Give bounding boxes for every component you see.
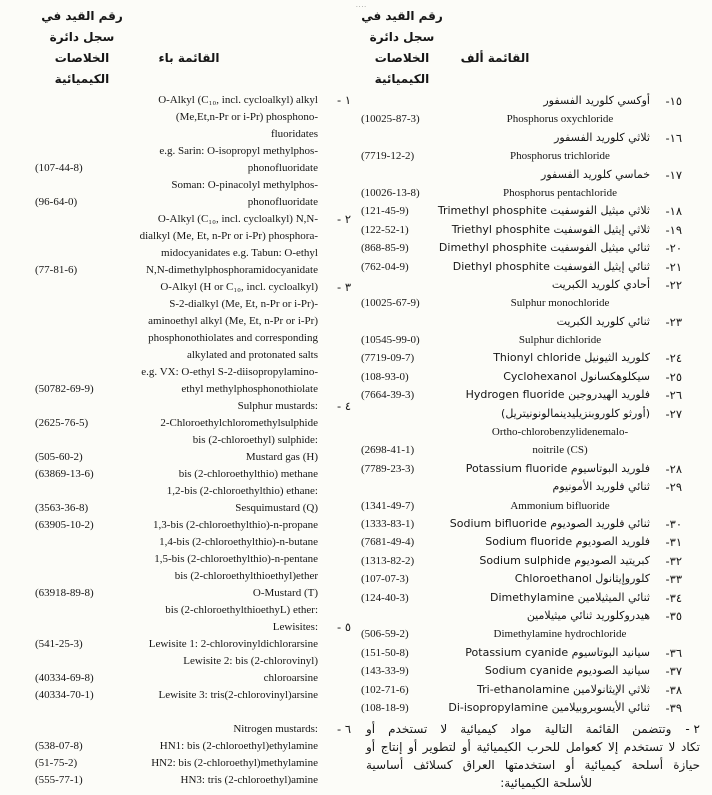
item-number: ١٥- (665, 94, 682, 108)
item-number: ٢٨- (665, 461, 682, 476)
chemical-name: 2-Chloroethylchloromethylsulphide (160, 417, 318, 429)
item-number: ٣٤- (665, 590, 682, 605)
cas-number: (77-81-6) (35, 264, 78, 276)
list-a-row (356, 497, 712, 515)
item-number: ٢٤- (665, 351, 682, 366)
chemical-name: O-Mustard (T) (252, 587, 318, 599)
chemical-name: phonofluoridate (247, 162, 318, 174)
chemical-name: (أورثو كلوروبنزيليدينمالونونيتريل) (501, 406, 650, 420)
chemical-name: bis (2-chloroethylthio) methane (178, 468, 318, 480)
list-b-item (0, 92, 356, 211)
chemical-name: bis (2-chloroethylthioethyL) ether: (165, 604, 318, 616)
list-b-line (0, 432, 356, 449)
chemical-name: alkylated and protonated salts (186, 349, 318, 361)
list-b-line (0, 619, 356, 636)
chemical-name: N,N-dimethylphosphoramidocyanidate (146, 264, 318, 276)
chemical-name: aminoethyl alkyl (Me, Et, n-Pr or i-Pr) (148, 315, 318, 327)
chemical-name: noitrile (CS) (532, 444, 588, 457)
item-number: ٢٣- (665, 314, 682, 329)
chemical-name: midocyanidates e.g. Tabun: O-ethyl (161, 247, 318, 259)
list-b-line (0, 415, 356, 432)
cas-number: (10545-99-0) (361, 334, 420, 347)
chemical-name: Sulphur mustards: (237, 400, 318, 412)
chemical-name: ثنائي ميثيل الفوسفيت Dimethyl phosphite (438, 241, 650, 255)
cas-number: (108-18-9) (361, 701, 409, 714)
item-number: ٣٨- (665, 682, 682, 697)
cas-number: (3563-36-8) (35, 502, 89, 514)
list-a-row (356, 166, 712, 184)
item-number: - ٢ (337, 212, 351, 226)
cas-number: (762-04-9) (361, 260, 409, 273)
cas-registry-header-list-b (36, 6, 128, 90)
list-a-row (356, 258, 712, 276)
list-a-row (356, 515, 712, 533)
chemical-name: هيدروكلوريد ثنائي ميثيلامين (526, 608, 650, 622)
chemical-name: ethyl methylphosphonothiolate (181, 383, 318, 395)
list-a-row (356, 221, 712, 239)
chemical-name: S-2-dialkyl (Me, Et, n-Pr or i-Pr)- (169, 298, 318, 310)
chemical-name: bis (2-chloroethylthioethyl)ether (174, 570, 318, 582)
list-b-line (0, 126, 356, 143)
list-a-row (356, 368, 712, 386)
chemical-name: (Me,Et,n-Pr or i-Pr) phosphono- (175, 111, 318, 123)
list-b-line (0, 500, 356, 517)
chemical-name: fluoridates (270, 128, 318, 140)
item-number: ٣٧- (665, 664, 682, 679)
list-a-row (356, 607, 712, 625)
list-b-line (0, 398, 356, 415)
cas-number: (107-07-3) (361, 573, 409, 586)
list-b-line (0, 772, 356, 789)
chemical-name: ثلاثي كلوريد الفسفور (554, 130, 650, 144)
cas-header-line-3: الكيميائية (54, 72, 110, 86)
chemical-name: Ammonium bifluoride (510, 499, 610, 512)
chemical-name: ثنائي الأيسوبروبيلامين Di-isopropylamine (448, 700, 650, 714)
chemical-name: O-Alkyl (C₁₀, incl. cycloalkyl) N,N- (157, 213, 318, 225)
list-b-line (0, 109, 356, 126)
column-list-a (356, 0, 712, 795)
list-a-row (356, 552, 712, 570)
list-b-line (0, 449, 356, 466)
list-a-row (356, 589, 712, 607)
list-b-line (0, 755, 356, 772)
list-a-row (356, 294, 712, 312)
list-b-line (0, 670, 356, 687)
paragraph-text: وتتضمن القائمة التالية مواد كيميائية لا تستخدم أو (366, 722, 672, 737)
item-number: ٢٩- (665, 480, 682, 495)
list-a-row (356, 202, 712, 220)
chemical-name: e.g. Sarin: O-isopropyl methylphos- (159, 145, 318, 157)
cas-number: (63918-89-8) (35, 587, 94, 599)
cas-header-line-1: رقم القيد في (41, 9, 123, 23)
cas-number: (506-59-2) (361, 628, 409, 641)
cas-number: (1313-82-2) (361, 554, 415, 567)
chemical-name: 1,4-bis (2-chloroethylthio)-n-butane (159, 536, 318, 548)
item-number: - ١ (337, 93, 351, 107)
chemical-name: ثنائي فلوريد الصوديوم Sodium bifluoride (449, 516, 650, 530)
list-b-line (0, 551, 356, 568)
cas-number: (1341-49-7) (361, 499, 415, 512)
cas-number: (2698-41-1) (361, 444, 415, 457)
list-a-row (356, 423, 712, 441)
chemical-name: e.g. VX: O-ethyl S-2-diisopropylamino- (141, 366, 318, 378)
cas-number: (40334-70-1) (35, 689, 94, 701)
list-b-item (0, 721, 356, 789)
item-number: ٣٠- (665, 516, 682, 531)
paragraph-line: للأسلحة الكيميائية: (500, 776, 592, 791)
list-a-row (356, 460, 712, 478)
chemical-name: كلوريد الثيونيل Thionyl chloride (493, 351, 650, 365)
paragraph-number: ٢ - (685, 722, 700, 737)
list-b-line (0, 194, 356, 211)
cas-number: (143-33-9) (361, 665, 409, 678)
list-b-line (0, 160, 356, 177)
paragraph-line: تكاد لا تستخدم إلا كعوامل للحرب الكيميائية أو لتطوير أو إنتاج أو (366, 740, 700, 755)
cas-number: (151-50-8) (361, 646, 409, 659)
list-b-line (0, 347, 356, 364)
chemical-name: سيانيد البوتاسيوم Potassium cyanide (465, 645, 650, 659)
chemical-name: ثلاثي الإيثانولامين Tri-ethanolamine (477, 682, 650, 696)
cas-number: (50782-69-9) (35, 383, 94, 395)
chemical-name: كبريتيد الصوديوم Sodium sulphide (479, 553, 650, 567)
item-number: - ٥ (337, 620, 351, 634)
item-number: ٢٧- (665, 406, 682, 421)
paragraph-line: حيازة أسلحة كيميائية أو استخدمتها العراق كسلائف أساسية (366, 758, 700, 773)
chemical-name: Mustard gas (H) (245, 451, 318, 463)
list-b-line (0, 296, 356, 313)
cas-header-line-1: رقم القيد في (361, 9, 443, 23)
cas-number: (40334-69-8) (35, 672, 94, 684)
cas-header-line-2: سجل دائرة الخلاصات (369, 30, 435, 65)
cas-number: (96-64-0) (35, 196, 78, 208)
chemical-name: فلوريد الصوديوم Sodium fluoride (485, 535, 650, 549)
list-a-title: القائمة ألف (460, 51, 530, 65)
cas-number: (124-40-3) (361, 591, 409, 604)
paragraph-line (366, 720, 700, 738)
chemical-name: bis (2-chloroethyl) sulphide: (192, 434, 318, 446)
chemical-name: phosphonothiolates and corresponding (148, 332, 318, 344)
list-b-line (0, 228, 356, 245)
chemical-name: ثلاثي ميثيل الفوسفيت Trimethyl phosphite (437, 204, 650, 218)
item-number: ٣٦- (665, 645, 682, 660)
list-b-line (0, 466, 356, 483)
cas-number: (555-77-1) (35, 774, 83, 786)
cas-registry-header-list-a (356, 6, 448, 90)
cas-number: (121-45-9) (361, 205, 409, 218)
list-b-line (0, 721, 356, 738)
item-number: ٣٣- (665, 572, 682, 587)
cas-number: (868-85-9) (361, 242, 409, 255)
list-a-row (356, 313, 712, 331)
cas-number: (122-52-1) (361, 223, 409, 236)
cas-number: (7719-09-7) (361, 352, 415, 365)
cas-number: (7719-12-2) (361, 150, 415, 163)
cas-number: (10025-87-3) (361, 113, 420, 126)
item-number: ٣٩- (665, 700, 682, 715)
item-number: ١٦- (665, 130, 682, 145)
chemical-name: فلوريد الهيدروجين Hydrogen fluoride (465, 388, 650, 402)
chemical-name: O-Alkyl (C₁₀, incl. cycloalkyl) alkyl (158, 94, 318, 106)
chemical-name: Ortho-chlorobenzylidenemalo- (491, 426, 629, 439)
list-a-row (356, 386, 712, 404)
list-a-row (356, 478, 712, 496)
chemical-name: HN3: tris (2-chloroethyl)amine (180, 774, 318, 786)
list-b-line (0, 279, 356, 296)
list-b-line (0, 534, 356, 551)
chemical-name: كلوروإيثانول Chloroethanol (514, 572, 650, 586)
list-a-row (356, 699, 712, 717)
item-number: ٣٢- (665, 553, 682, 568)
list-a-row (356, 570, 712, 588)
list-b-line (0, 143, 356, 160)
cas-header-line-2: سجل دائرة الخلاصات (49, 30, 115, 65)
chemical-name: ثلاثي إيثيل الفوسفيت Triethyl phosphite (451, 222, 650, 236)
chemical-name: Sesquimustard (Q) (235, 502, 318, 514)
cas-header-line-3: الكيميائية (374, 72, 430, 86)
cas-number: (7664-39-3) (361, 389, 415, 402)
chemical-name: Lewisites: (272, 621, 318, 633)
item-number: ٢٦- (665, 388, 682, 403)
chemical-name: Dimethylamine hydrochloride (493, 628, 627, 641)
cas-number: (538-07-8) (35, 740, 83, 752)
list-b-item (0, 619, 356, 704)
list-a-row (356, 239, 712, 257)
list-b-line (0, 687, 356, 704)
list-a-row (356, 129, 712, 147)
list-b-line (0, 92, 356, 109)
item-number: ١٨- (665, 204, 682, 219)
list-a-row (356, 644, 712, 662)
chemical-name: HN2: bis (2-chloroethyl)methylamine (151, 757, 318, 769)
chemical-name: Soman: O-pinacolyl methylphos- (171, 179, 318, 191)
chemical-name: 1,5-bis (2-chloroethylthio)-n-pentane (154, 553, 318, 565)
chemical-name: ثنائي إيثيل الفوسفيت Diethyl phosphite (452, 259, 650, 273)
list-a-row (356, 441, 712, 459)
list-b-line (0, 177, 356, 194)
chemical-name: phonofluoridate (247, 196, 318, 208)
item-number: ٢١- (665, 259, 682, 274)
item-number: ٣١- (665, 535, 682, 550)
chemical-name: ثنائي كلوريد الكبريت (556, 314, 650, 328)
list-a-row (356, 681, 712, 699)
cas-number: (102-71-6) (361, 683, 409, 696)
chemical-name: Phosphorus trichloride (510, 150, 610, 163)
list-b-line (0, 245, 356, 262)
chemical-name: ثنائي الميثيلامين Dimethylamine (490, 590, 650, 604)
list-a-row (356, 110, 712, 128)
cas-number: (505-60-2) (35, 451, 83, 463)
item-number: - ٤ (337, 399, 351, 413)
cas-number: (63869-13-6) (35, 468, 94, 480)
chemical-name: سيانيد الصوديوم Sodium cyanide (484, 664, 650, 678)
list-a-row (356, 276, 712, 294)
cas-number: (2625-76-5) (35, 417, 89, 429)
chemical-name: Nitrogen mustards: (233, 723, 318, 735)
cas-number: (108-93-0) (361, 370, 409, 383)
list-b-line (0, 568, 356, 585)
item-number: ٢٠- (665, 241, 682, 256)
chemical-name: 1,2-bis (2-chloroethylthio) ethane: (166, 485, 318, 497)
cas-number: (107-44-8) (35, 162, 83, 174)
cas-number: (10025-67-9) (361, 297, 420, 310)
list-a-row (356, 331, 712, 349)
list-b-items (0, 92, 356, 789)
list-b-item (0, 211, 356, 279)
chemical-name: chloroarsine (263, 672, 318, 684)
chemical-name: O-Alkyl (H or C₁₀, incl. cycloalkyl) (160, 281, 318, 293)
list-b-line (0, 313, 356, 330)
list-a-row (356, 184, 712, 202)
item-number: ٣٥- (665, 608, 682, 623)
list-a-row (356, 662, 712, 680)
chemical-name: Phosphorus pentachloride (503, 186, 617, 199)
list-b-line (0, 585, 356, 602)
list-b-item (0, 398, 356, 619)
item-number: ١٩- (665, 222, 682, 237)
item-number: ٢٥- (665, 369, 682, 384)
list-a-row (356, 625, 712, 643)
chemical-name: Sulphur monochloride (510, 297, 610, 310)
list-b-line (0, 636, 356, 653)
scan-artifact-dots: .... (356, 1, 367, 9)
item-number: ٢٢- (665, 277, 682, 292)
cas-number: (7681-49-4) (361, 536, 415, 549)
list-b-line (0, 262, 356, 279)
item-number: - ٦ (337, 722, 351, 736)
list-b-title: القائمة باء (158, 51, 220, 65)
list-b-line (0, 653, 356, 670)
list-a-row (356, 405, 712, 423)
list-b-line (0, 738, 356, 755)
chemical-name: Lewisite 2: bis (2-chlorovinyl) (183, 655, 318, 667)
cas-number: (10026-13-8) (361, 186, 420, 199)
list-b-line (0, 330, 356, 347)
chemical-name: Lewisite 1: 2-chlorovinyldichlorarsine (148, 638, 318, 650)
chemical-name: أوكسي كلوريد الفسفور (543, 94, 650, 107)
list-b-line (0, 517, 356, 534)
chemical-name: ثنائي فلوريد الأمونيوم (552, 480, 650, 494)
list-a-row (356, 147, 712, 165)
chemical-name: فلوريد البوتاسيوم Potassium fluoride (465, 461, 650, 475)
chemical-name: 1,3-bis (2-chloroethylthio)-n-propane (153, 519, 318, 531)
list-a-row (356, 533, 712, 551)
chemical-name: HN1: bis (2-chloroethyl)ethylamine (159, 740, 318, 752)
list-b-item (0, 279, 356, 398)
item-number: - ٣ (337, 280, 351, 294)
chemical-name: dialkyl (Me, Et, n-Pr or i-Pr) phosphora- (139, 230, 318, 242)
closing-paragraph (356, 720, 712, 792)
cas-number: (7789-23-3) (361, 462, 415, 475)
list-b-line (0, 381, 356, 398)
cas-number: (541-25-3) (35, 638, 83, 650)
list-a-row (356, 349, 712, 367)
chemical-name: أحادي كلوريد الكبريت (551, 277, 650, 291)
item-number: ١٧- (665, 167, 682, 182)
chemical-name: سيكلوهكسانول Cyclohexanol (503, 369, 650, 383)
list-b-line (0, 483, 356, 500)
list-a-rows (356, 92, 712, 717)
list-b-line (0, 602, 356, 619)
chemical-name: خماسي كلوريد الفسفور (541, 167, 650, 181)
list-a-row (356, 92, 712, 110)
cas-number: (63905-10-2) (35, 519, 94, 531)
cas-number: (1333-83-1) (361, 517, 415, 530)
chemical-name: Sulphur dichloride (518, 334, 602, 347)
chemical-name: Phosphorus oxychloride (506, 113, 614, 126)
list-b-line (0, 211, 356, 228)
cas-number: (51-75-2) (35, 757, 78, 769)
chemical-name: Lewisite 3: tris(2-chlorovinyl)arsine (158, 689, 318, 701)
list-b-line (0, 364, 356, 381)
